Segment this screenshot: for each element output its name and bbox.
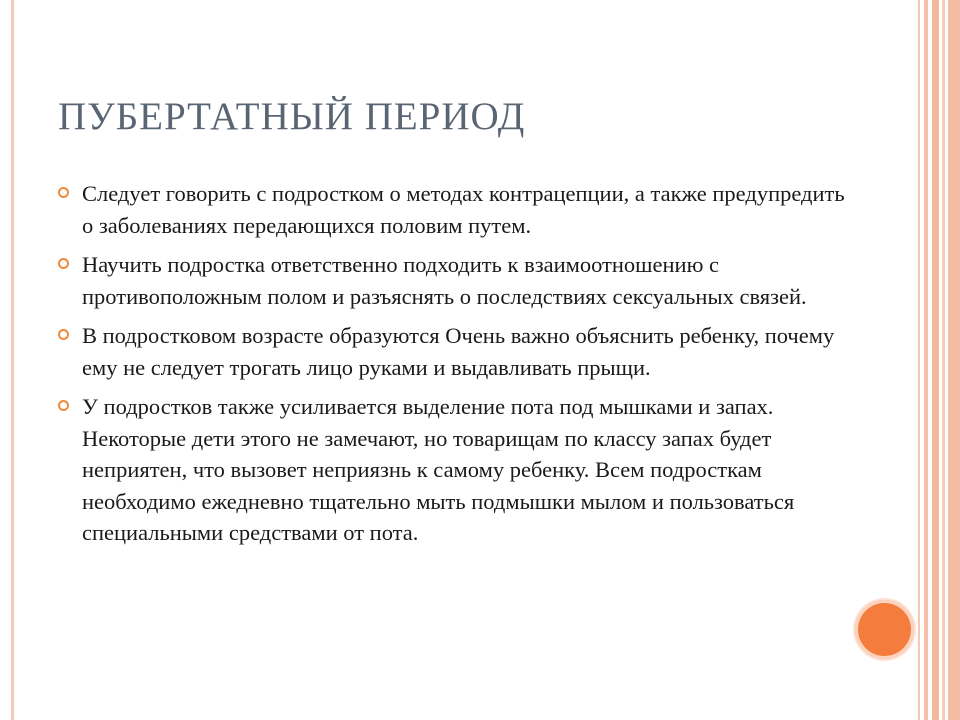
bullet-item: [58, 249, 858, 312]
bullet-ring-icon: [58, 187, 69, 198]
bullet-list: [58, 178, 858, 557]
bullet-item: [58, 178, 858, 241]
slide-title: ПУБЕРТАТНЫЙ ПЕРИОД: [58, 95, 526, 138]
decorative-band: [932, 0, 939, 720]
bullet-text: Следует говорить с подростком о методах контрацепции, а также предупредить о заболеваниях передающихся половим путем.: [82, 181, 845, 238]
bullet-ring-icon: [58, 400, 69, 411]
left-decorative-rule: [11, 0, 14, 720]
decorative-circle-icon: [855, 600, 914, 659]
decorative-band: [948, 0, 960, 720]
decorative-band: [918, 0, 920, 720]
decorative-band: [942, 0, 945, 720]
bullet-item: [58, 320, 858, 383]
bullet-text: У подростков также усиливается выделение пота под мышками и запах. Некоторые дети этого не замечают, но товарищам по классу запах будет неприятен, что вызовет неприязнь к самому ребенку. Всем подросткам необходимо ежедневно тщательно мыть подмышки мылом и пользоваться специальными средствами от пота.: [82, 394, 795, 545]
bullet-text: В подростковом возрасте образуются Очень важно объяснить ребенку, почему ему не следует трогать лицо руками и выдавливать прыщи.: [82, 323, 835, 380]
bullet-text: Научить подростка ответственно подходить к взаимоотношению с противоположным полом и разъяснять о последствиях сексуальных связей.: [82, 252, 807, 309]
bullet-item: [58, 391, 858, 549]
decorative-band: [924, 0, 928, 720]
bullet-ring-icon: [58, 258, 69, 269]
bullet-ring-icon: [58, 329, 69, 340]
right-decorative-bands: [918, 0, 960, 720]
